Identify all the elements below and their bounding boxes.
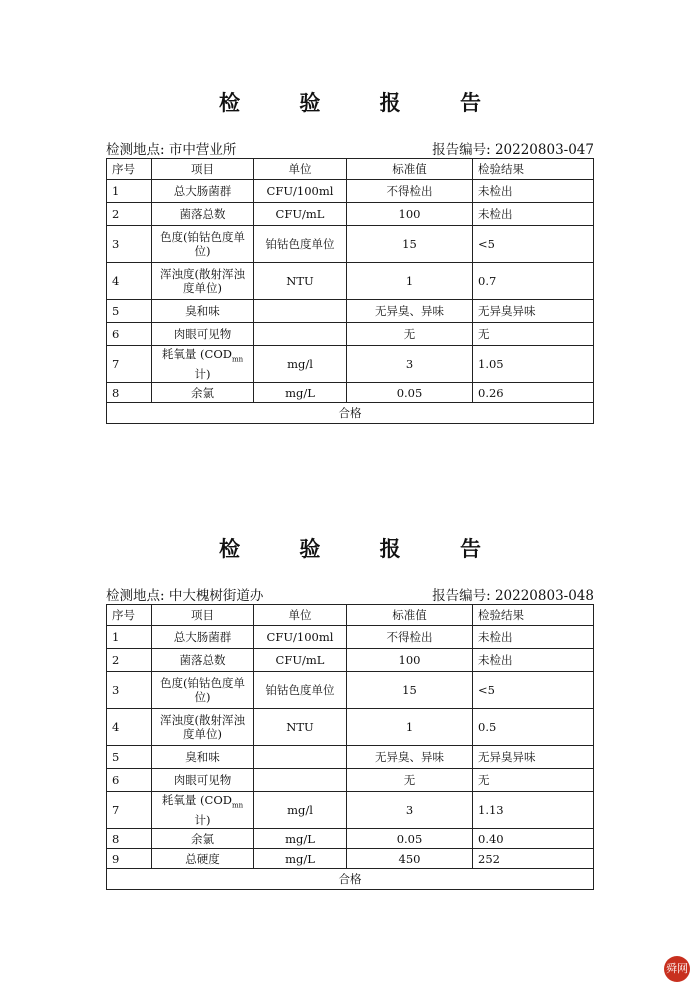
header-unit: 单位 xyxy=(254,159,347,180)
header-result: 检验结果 xyxy=(473,605,594,626)
cell-item: 臭和味 xyxy=(152,300,254,323)
cell-unit xyxy=(254,746,347,769)
report-title: 检 验 报 告 xyxy=(219,536,507,561)
cell-no: 5 xyxy=(107,300,152,323)
test-location: 检测地点: 中大槐树街道办 xyxy=(106,588,264,604)
header-standard: 标准值 xyxy=(347,605,473,626)
cell-no: 9 xyxy=(107,849,152,869)
cell-unit: 铂钴色度单位 xyxy=(254,672,347,709)
cell-no: 7 xyxy=(107,792,152,829)
table-row xyxy=(107,226,594,263)
cell-no: 4 xyxy=(107,263,152,300)
header-unit: 单位 xyxy=(254,605,347,626)
cell-item: 肉眼可见物 xyxy=(152,323,254,346)
cell-no: 2 xyxy=(107,203,152,226)
cell-result: 未检出 xyxy=(473,180,594,203)
cell-unit: mg/L xyxy=(254,383,347,403)
test-location: 检测地点: 市中营业所 xyxy=(106,142,237,158)
table-row xyxy=(107,263,594,300)
report-2 xyxy=(106,534,594,890)
table-row xyxy=(107,792,594,829)
header-no: 序号 xyxy=(107,159,152,180)
results-table xyxy=(106,604,594,890)
cell-item-cod xyxy=(152,792,254,829)
cell-item: 浑浊度(散射浑浊度单位) xyxy=(152,709,254,746)
table-row xyxy=(107,346,594,383)
cell-unit: CFU/mL xyxy=(254,649,347,672)
conclusion-row xyxy=(107,403,594,424)
cell-item: 色度(铂钴色度单位) xyxy=(152,226,254,263)
cell-result: 无异臭异味 xyxy=(473,746,594,769)
cod-label: 耗氧量 (COD xyxy=(161,347,232,362)
cell-item-cod xyxy=(152,346,254,383)
cell-no: 8 xyxy=(107,829,152,849)
cell-result: 1.05 xyxy=(473,346,594,383)
cell-unit: mg/l xyxy=(254,792,347,829)
report-meta xyxy=(106,138,594,158)
header-item: 项目 xyxy=(152,159,254,180)
table-row xyxy=(107,626,594,649)
cell-result: 未检出 xyxy=(473,626,594,649)
cell-no: 1 xyxy=(107,180,152,203)
cell-item: 总大肠菌群 xyxy=(152,180,254,203)
cell-unit: mg/l xyxy=(254,346,347,383)
cell-unit xyxy=(254,769,347,792)
cell-no: 2 xyxy=(107,649,152,672)
cell-unit xyxy=(254,323,347,346)
cell-unit: CFU/100ml xyxy=(254,180,347,203)
cell-no: 6 xyxy=(107,323,152,346)
cell-unit: CFU/100ml xyxy=(254,626,347,649)
table-row xyxy=(107,672,594,709)
cell-unit: NTU xyxy=(254,263,347,300)
table-row xyxy=(107,203,594,226)
table-row xyxy=(107,300,594,323)
cell-result: 0.5 xyxy=(473,709,594,746)
cell-standard: 15 xyxy=(347,226,473,263)
report-number: 报告编号: 20220803-047 xyxy=(432,142,594,158)
cell-result: 无异臭异味 xyxy=(473,300,594,323)
cell-no: 5 xyxy=(107,746,152,769)
cell-item: 余氯 xyxy=(152,383,254,403)
table-row xyxy=(107,649,594,672)
report-number: 报告编号: 20220803-048 xyxy=(432,588,594,604)
cell-item: 余氯 xyxy=(152,829,254,849)
table-row xyxy=(107,709,594,746)
results-table xyxy=(106,158,594,424)
cell-standard: 3 xyxy=(347,346,473,383)
table-row xyxy=(107,383,594,403)
cell-standard: 无异臭、异味 xyxy=(347,300,473,323)
table-row xyxy=(107,829,594,849)
cell-item: 菌落总数 xyxy=(152,649,254,672)
cod-subscript: mn xyxy=(231,355,244,364)
report-title: 检 验 报 告 xyxy=(219,90,507,115)
cod-subscript: mn xyxy=(231,801,244,810)
report-meta xyxy=(106,584,594,604)
cell-no: 3 xyxy=(107,672,152,709)
cell-no: 4 xyxy=(107,709,152,746)
cell-item: 总硬度 xyxy=(152,849,254,869)
cod-tail: 计) xyxy=(194,812,211,827)
conclusion-row xyxy=(107,869,594,890)
cell-unit: mg/L xyxy=(254,829,347,849)
cell-standard: 1 xyxy=(347,709,473,746)
table-row xyxy=(107,849,594,869)
cell-standard: 无 xyxy=(347,323,473,346)
cell-standard: 100 xyxy=(347,649,473,672)
cod-label: 耗氧量 (COD xyxy=(161,793,232,808)
cell-result: 252 xyxy=(473,849,594,869)
cell-unit: 铂钴色度单位 xyxy=(254,226,347,263)
cell-item: 浑浊度(散射浑浊度单位) xyxy=(152,263,254,300)
watermark-logo: 舜网 xyxy=(664,956,690,982)
cell-no: 6 xyxy=(107,769,152,792)
cell-item: 臭和味 xyxy=(152,746,254,769)
cell-standard: 3 xyxy=(347,792,473,829)
table-header-row xyxy=(107,159,594,180)
cell-item: 总大肠菌群 xyxy=(152,626,254,649)
cell-result: 未检出 xyxy=(473,649,594,672)
cell-result: 1.13 xyxy=(473,792,594,829)
cell-standard: 不得检出 xyxy=(347,180,473,203)
cell-item: 色度(铂钴色度单位) xyxy=(152,672,254,709)
cell-result: 0.26 xyxy=(473,383,594,403)
report-1 xyxy=(106,88,594,424)
cell-no: 7 xyxy=(107,346,152,383)
cell-no: 1 xyxy=(107,626,152,649)
conclusion-cell: 合格 xyxy=(107,869,594,890)
cell-result: <5 xyxy=(473,226,594,263)
cell-standard: 1 xyxy=(347,263,473,300)
header-standard: 标准值 xyxy=(347,159,473,180)
cell-standard: 100 xyxy=(347,203,473,226)
conclusion-cell: 合格 xyxy=(107,403,594,424)
table-header-row xyxy=(107,605,594,626)
cell-standard: 15 xyxy=(347,672,473,709)
cell-result: 未检出 xyxy=(473,203,594,226)
cell-result: <5 xyxy=(473,672,594,709)
cell-result: 无 xyxy=(473,769,594,792)
cell-no: 3 xyxy=(107,226,152,263)
table-row xyxy=(107,180,594,203)
cell-unit: CFU/mL xyxy=(254,203,347,226)
cod-tail: 计) xyxy=(194,366,211,381)
cell-result: 0.7 xyxy=(473,263,594,300)
header-item: 项目 xyxy=(152,605,254,626)
table-row xyxy=(107,323,594,346)
cell-item: 菌落总数 xyxy=(152,203,254,226)
cell-standard: 不得检出 xyxy=(347,626,473,649)
header-no: 序号 xyxy=(107,605,152,626)
cell-result: 无 xyxy=(473,323,594,346)
table-row xyxy=(107,746,594,769)
header-result: 检验结果 xyxy=(473,159,594,180)
cell-result: 0.40 xyxy=(473,829,594,849)
cell-standard: 450 xyxy=(347,849,473,869)
table-row xyxy=(107,769,594,792)
cell-no: 8 xyxy=(107,383,152,403)
cell-item: 肉眼可见物 xyxy=(152,769,254,792)
cell-standard: 0.05 xyxy=(347,829,473,849)
cell-unit: mg/L xyxy=(254,849,347,869)
cell-standard: 无 xyxy=(347,769,473,792)
cell-standard: 无异臭、异味 xyxy=(347,746,473,769)
cell-standard: 0.05 xyxy=(347,383,473,403)
cell-unit xyxy=(254,300,347,323)
cell-unit: NTU xyxy=(254,709,347,746)
